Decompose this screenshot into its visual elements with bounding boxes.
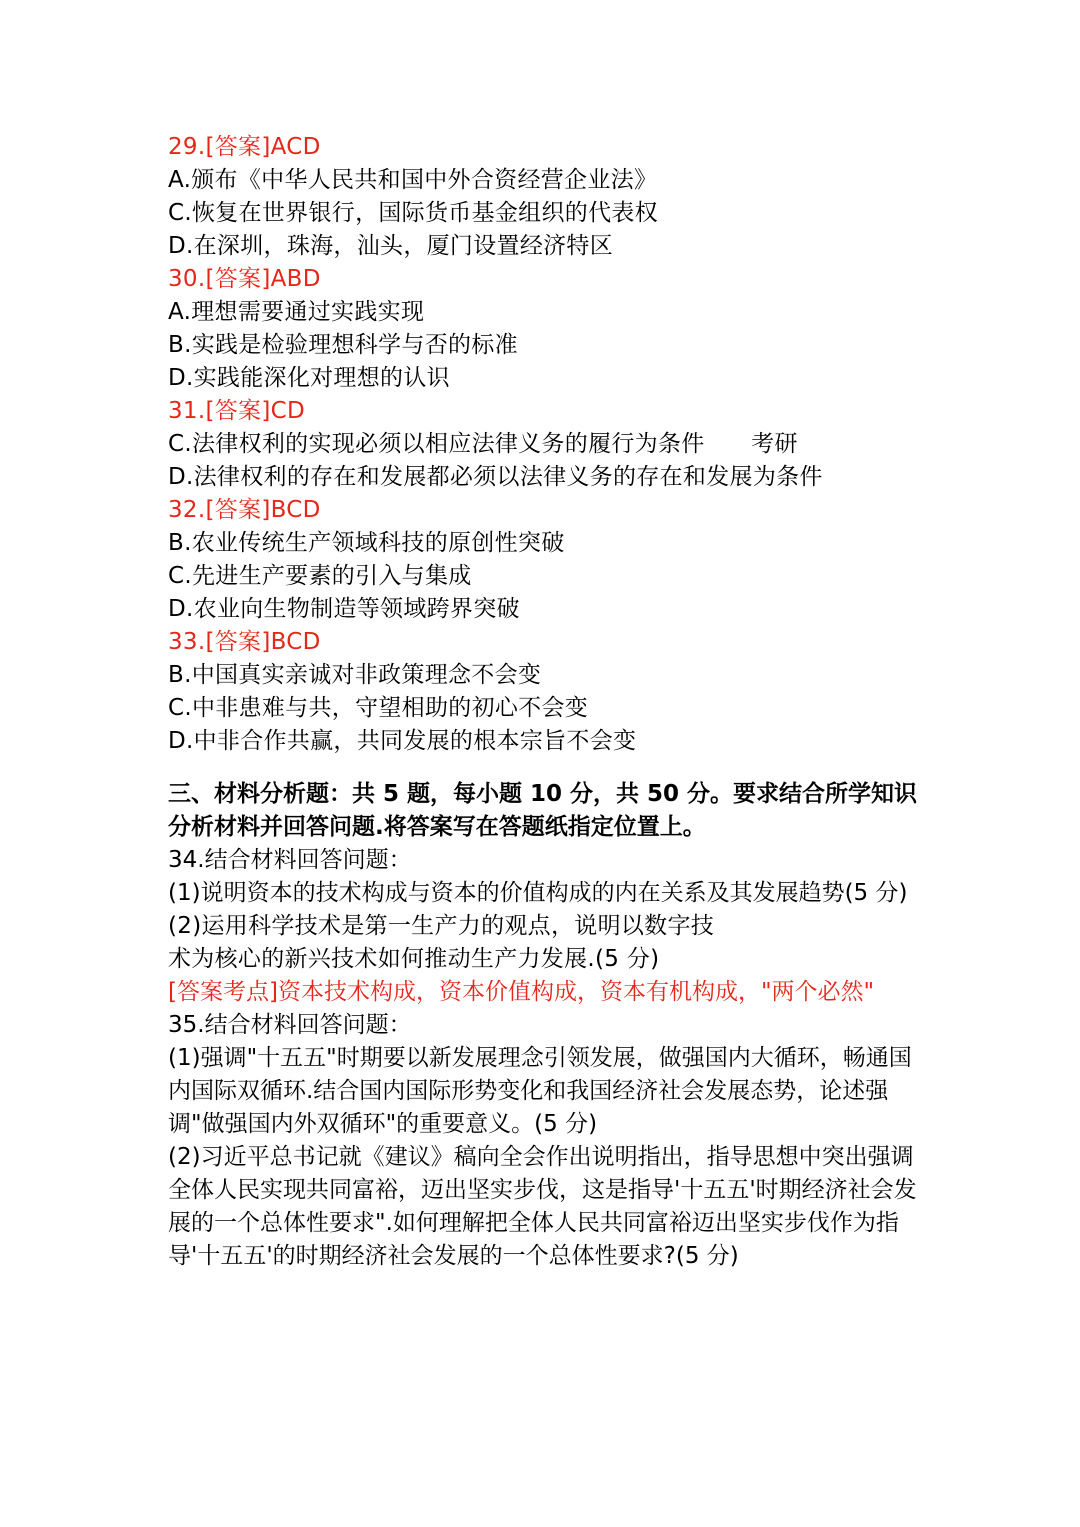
q33-option-c: C.中非患难与共，守望相助的初心不会变 [168, 695, 589, 721]
q33-answer: 33.[答案]BCD [168, 629, 321, 655]
q29-answer: 29.[答案]ACD [168, 134, 321, 160]
q29-option-a: A.颁布《中华人民共和国中外合资经营企业法》 [168, 167, 658, 193]
q33-option-b: B.中国真实亲诚对非政策理念不会变 [168, 662, 542, 688]
q34-part-1: (1)说明资本的技术构成与资本的价值构成的内在关系及其发展趋势(5 分) [168, 880, 908, 906]
q32-option-b: B.农业传统生产领域科技的原创性突破 [168, 530, 565, 556]
q34-stem: 34.结合材料回答问题： [168, 847, 412, 873]
section-3-title: 三、材料分析题：共 5 题，每小题 10 分，共 50 分。要求结合所学知识分析材料并回答问题.将答案写在答题纸指定位置上。 [168, 781, 918, 840]
q32-option-c: C.先进生产要素的引入与集成 [168, 563, 472, 589]
q32-option-d: D.农业向生物制造等领域跨界突破 [168, 596, 520, 622]
q34-answer: [答案考点]资本技术构成，资本价值构成，资本有机构成，"两个必然" [168, 979, 875, 1005]
q31-option-c: C.法律权利的实现必须以相应法律义务的履行为条件 考研 [168, 431, 798, 457]
q35-part-2: (2)习近平总书记就《建议》稿向全会作出说明指出，指导思想中突出强调全体人民实现共同富裕，迈出坚实步伐，这是指导'十五五'时期经济社会发展的一个总体性要求".如何理解把全体人民共同富裕迈出坚实步伐作为指导'十五五'的时期经济社会发展的一个总体性要求?(5 分) [168, 1144, 917, 1269]
q31-answer: 31.[答案]CD [168, 398, 305, 424]
q31-option-d: D.法律权利的存在和发展都必须以法律义务的存在和发展为条件 [168, 464, 823, 490]
q34-part-2-line-1: (2)运用科学技术是第一生产力的观点，说明以数字技 [168, 913, 715, 939]
q34-part-2-line-2: 术为核心的新兴技术如何推动生产力发展.(5 分) [168, 946, 660, 972]
q30-option-d: D.实践能深化对理想的认识 [168, 365, 450, 391]
q30-option-a: A.理想需要通过实践实现 [168, 299, 425, 325]
document-page [168, 131, 928, 1273]
q30-answer: 30.[答案]ABD [168, 266, 321, 292]
q33-option-d: D.中非合作共赢，共同发展的根本宗旨不会变 [168, 728, 637, 754]
q35-part-1: (1)强调"十五五"时期要以新发展理念引领发展，做强国内大循环，畅通国内国际双循环.结合国内国际形势变化和我国经济社会发展态势，论述强调"做强国内外双循环"的重要意义。(5 分) [168, 1045, 912, 1137]
q32-answer: 32.[答案]BCD [168, 497, 321, 523]
q29-option-d: D.在深圳，珠海，汕头，厦门设置经济特区 [168, 233, 614, 259]
q29-option-c: C.恢复在世界银行，国际货币基金组织的代表权 [168, 200, 658, 226]
q35-stem: 35.结合材料回答问题： [168, 1012, 412, 1038]
q30-option-b: B.实践是检验理想科学与否的标准 [168, 332, 518, 358]
